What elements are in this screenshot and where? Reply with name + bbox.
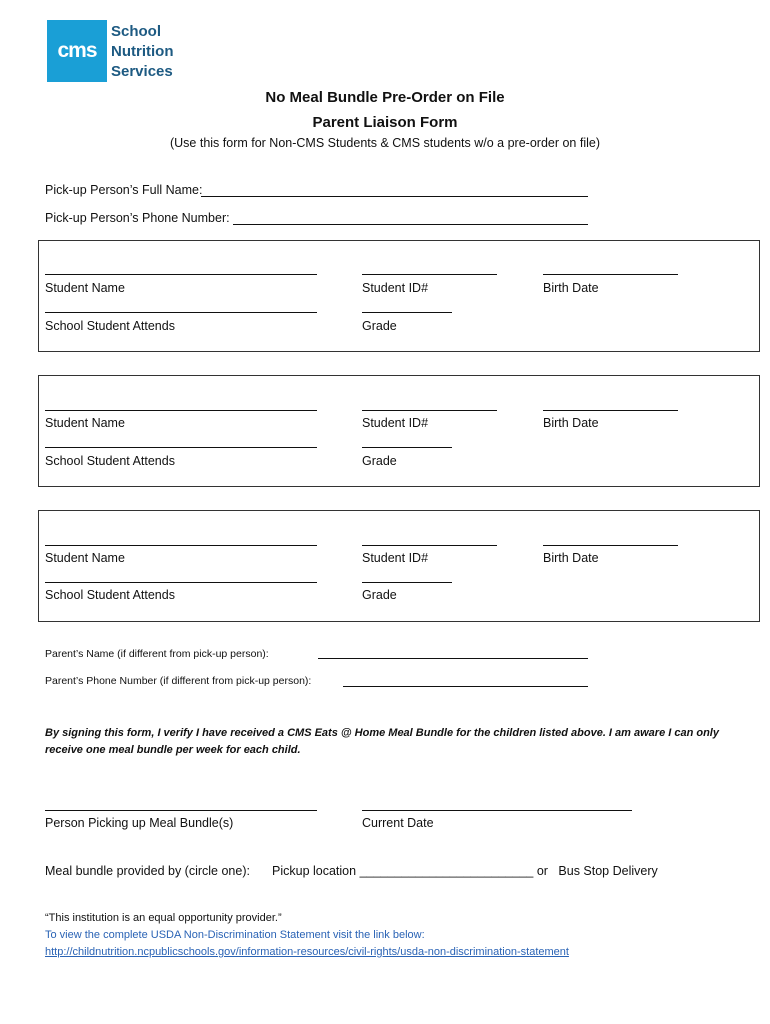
school-label: School Student Attends (45, 319, 175, 333)
parent-name-field[interactable] (318, 658, 588, 659)
usda-statement-link[interactable]: http://childnutrition.ncpublicschools.gov/information-resources/civil-rights/usda-non-discrimination-statement (45, 946, 569, 958)
pickup-phone-field[interactable] (233, 224, 588, 225)
pickup-name-field[interactable] (201, 196, 588, 197)
student-id-label: Student ID# (362, 416, 429, 430)
birth-date-label: Birth Date (543, 281, 599, 295)
grade-label: Grade (362, 588, 397, 602)
birth-date-field[interactable] (543, 410, 678, 411)
grade-field[interactable] (362, 582, 452, 583)
equal-opportunity-text: “This institution is an equal opportunity provider.” (45, 912, 282, 924)
birth-date-field[interactable] (543, 274, 678, 275)
student-id-field[interactable] (362, 410, 497, 411)
parent-phone-label: Parent’s Phone Number (if different from pick-up person): (45, 675, 312, 687)
student-id-field[interactable] (362, 274, 497, 275)
student-block-2 (38, 375, 760, 487)
bus-stop-option[interactable]: Bus Stop Delivery (558, 864, 658, 878)
school-field[interactable] (45, 312, 317, 313)
grade-label: Grade (362, 454, 397, 468)
pickup-phone-label: Pick-up Person’s Phone Number: (45, 211, 230, 225)
pickup-location-label: Pickup location (272, 864, 357, 878)
student-name-field[interactable] (45, 274, 317, 275)
parent-name-label: Parent’s Name (if different from pick-up person): (45, 648, 269, 660)
form-subtitle: (Use this form for Non-CMS Students & CMS students w/o a pre-order on file) (169, 136, 601, 150)
school-label: School Student Attends (45, 588, 175, 602)
page-title: No Meal Bundle Pre-Order on File (265, 89, 505, 106)
person-signature-label: Person Picking up Meal Bundle(s) (45, 816, 234, 830)
birth-date-label: Birth Date (543, 416, 599, 430)
logo-text (111, 22, 173, 82)
grade-field[interactable] (362, 447, 452, 448)
student-name-field[interactable] (45, 410, 317, 411)
student-name-field[interactable] (45, 545, 317, 546)
cms-logo-mark: cms (47, 20, 107, 82)
school-field[interactable] (45, 447, 317, 448)
current-date-label: Current Date (362, 816, 434, 830)
student-name-label: Student Name (45, 551, 125, 565)
logo-line-services: Services (111, 63, 173, 80)
pickup-location-option[interactable] (272, 864, 658, 878)
birth-date-field[interactable] (543, 545, 678, 546)
student-block-1 (38, 240, 760, 352)
person-signature-field[interactable] (45, 810, 317, 811)
school-label: School Student Attends (45, 454, 175, 468)
student-name-label: Student Name (45, 416, 125, 430)
student-id-label: Student ID# (362, 551, 429, 565)
pickup-location-blank[interactable]: _________________________ (359, 864, 534, 878)
birth-date-label: Birth Date (543, 551, 599, 565)
grade-field[interactable] (362, 312, 452, 313)
school-field[interactable] (45, 582, 317, 583)
student-id-label: Student ID# (362, 281, 429, 295)
student-block-3 (38, 510, 760, 622)
logo-line-school: School (111, 23, 162, 40)
form-title: Parent Liaison Form (312, 114, 458, 131)
grade-label: Grade (362, 319, 397, 333)
current-date-field[interactable] (362, 810, 632, 811)
or-text: or (536, 864, 548, 878)
view-statement-text: To view the complete USDA Non-Discrimination Statement visit the link below: (45, 929, 425, 941)
student-id-field[interactable] (362, 545, 497, 546)
verification-statement: By signing this form, I verify I have received a CMS Eats @ Home Meal Bundle for the children listed above. I am aware I can only receive one meal bundle per week for each child. (45, 727, 719, 756)
student-name-label: Student Name (45, 281, 125, 295)
pickup-name-label: Pick-up Person’s Full Name: (45, 183, 203, 197)
provided-by-label: Meal bundle provided by (circle one): (45, 864, 250, 878)
parent-phone-field[interactable] (343, 686, 588, 687)
logo-line-nutrition: Nutrition (111, 43, 174, 60)
